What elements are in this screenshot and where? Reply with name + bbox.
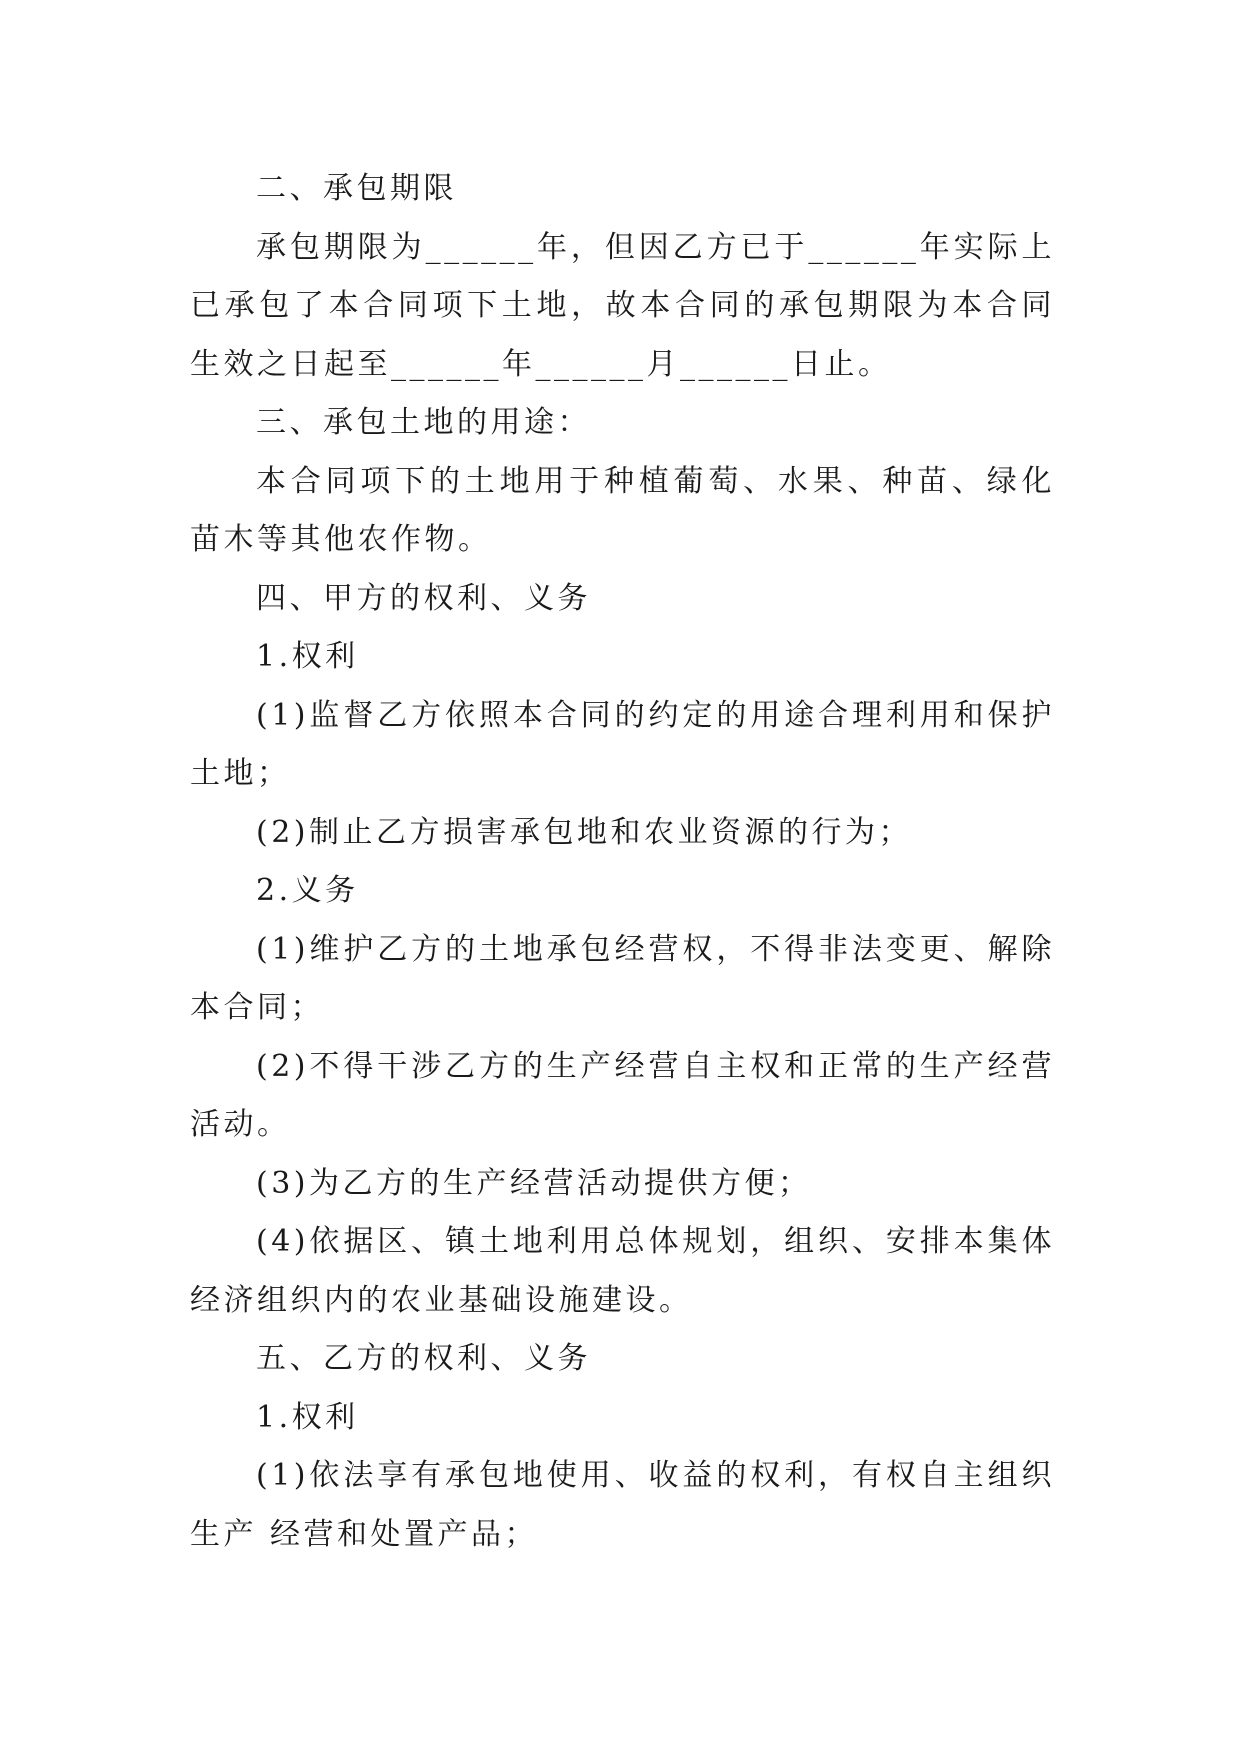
document-body bbox=[190, 160, 1055, 1564]
list-item-party-a-right-1: (1)监督乙方依照本合同的约定的用途合理利用和保护土地； bbox=[190, 697, 1055, 791]
subheading-party-a-obligations: 2.义务 bbox=[256, 873, 359, 908]
list-item-party-a-obligation-3: (3)为乙方的生产经营活动提供方便； bbox=[256, 1165, 812, 1201]
subheading-party-b-rights: 1.权利 bbox=[256, 1399, 359, 1435]
list-item-party-a-right-2: (2)制止乙方损害承包地和农业资源的行为； bbox=[256, 814, 912, 850]
section-heading-land-use: 三、承包土地的用途： bbox=[256, 405, 591, 440]
section-heading-party-b: 五、乙方的权利、义务 bbox=[256, 1341, 591, 1376]
subheading-party-a-rights: 1.权利 bbox=[256, 639, 359, 674]
list-item-party-b-right-1: (1)依法享有承包地使用、收益的权利，有权自主组织生产 经营和处置产品； bbox=[190, 1458, 1055, 1552]
list-item-party-a-obligation-1: (1)维护乙方的土地承包经营权，不得非法变更、解除本合同； bbox=[190, 931, 1055, 1025]
section-heading-party-a: 四、甲方的权利、义务 bbox=[256, 580, 591, 616]
list-item-party-a-obligation-2: (2)不得干涉乙方的生产经营自主权和正常的生产经营活动。 bbox=[190, 1048, 1055, 1142]
section-heading-term: 二、承包期限 bbox=[256, 171, 457, 206]
list-item-party-a-obligation-4: (4)依据区、镇土地利用总体规划，组织、安排本集体经济组织内的农业基础设施建设。 bbox=[190, 1224, 1055, 1318]
paragraph-term: 承包期限为______年，但因乙方已于______年实际上已承包了本合同项下土地，故本合同的承包期限为本合同生效之日起至______年______月______日止。 bbox=[190, 229, 1055, 382]
paragraph-land-use: 本合同项下的土地用于种植葡萄、水果、种苗、绿化苗木等其他农作物。 bbox=[190, 463, 1055, 557]
